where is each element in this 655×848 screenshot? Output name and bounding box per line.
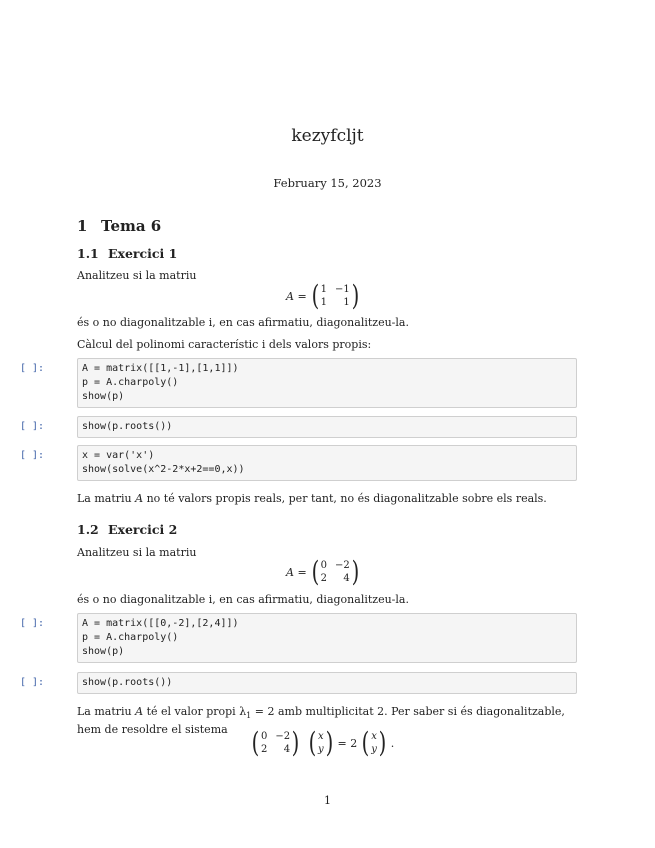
- vector-entry: x: [371, 731, 377, 742]
- right-paren: ): [325, 726, 333, 759]
- code-cell[interactable]: x = var('x') show(solve(x^2-2*x+2==0,x)): [77, 445, 577, 481]
- cell-prompt: [ ]:: [20, 450, 45, 461]
- code-cell[interactable]: show(p.roots()): [77, 672, 577, 694]
- matrix-entries: [321, 559, 350, 585]
- matrix-entry: 0: [320, 560, 327, 571]
- vector-entries: [318, 730, 324, 756]
- matrix-entry: −2: [275, 731, 291, 742]
- final-post: = 2 amb multiplicitat 2. Per saber si és diagonalitzable, hem de resoldre el sistema: [77, 705, 565, 737]
- matrix-equation: [286, 555, 364, 588]
- right-paren: ): [351, 555, 360, 588]
- code-cell[interactable]: A = matrix([[0,-2],[2,4]]) p = A.charpoly() show(p): [77, 613, 577, 663]
- final-pre: La matriu: [77, 705, 136, 718]
- matrix-lhs: A =: [286, 565, 307, 579]
- right-paren: ): [351, 279, 360, 312]
- matrix-entries: [321, 283, 350, 309]
- cell-prompt: [ ]:: [20, 363, 45, 374]
- matrix-entry: 1: [343, 297, 350, 308]
- left-paren: (: [251, 726, 260, 759]
- matrix-entry: −1: [334, 284, 350, 295]
- after-matrix-text: és o no diagonalitzable i, en cas afirmatiu, diagonalitzeu-la.: [77, 316, 409, 329]
- matrix-entries: [261, 730, 290, 756]
- intro-text: Analitzeu si la matriu: [77, 546, 197, 559]
- subsection-title: Exercici 2: [108, 522, 178, 537]
- system-matrix: [250, 726, 301, 759]
- final-sub: 1: [246, 711, 252, 721]
- subsection-title: Exercici 1: [108, 246, 178, 261]
- cell-prompt: [ ]:: [20, 677, 45, 688]
- conclusion-text: [77, 492, 579, 506]
- system-equation: [247, 726, 395, 759]
- cell-prompt: [ ]:: [20, 421, 45, 432]
- matrix-lhs: A =: [286, 289, 307, 303]
- left-paren: (: [311, 555, 319, 588]
- intro-text: Analitzeu si la matriu: [77, 269, 197, 282]
- subsection-number: 1.2: [77, 522, 99, 537]
- vector-entry: y: [371, 744, 377, 755]
- matrix-a: [310, 555, 361, 588]
- document-title: kezyfcljt: [291, 126, 364, 146]
- final-var: A: [135, 705, 144, 718]
- matrix-entry: 4: [343, 573, 350, 584]
- left-paren: (: [311, 279, 319, 312]
- subsection-heading-1: [77, 246, 177, 261]
- matrix-entry: 1: [320, 297, 327, 308]
- conclusion-var: A: [135, 492, 144, 505]
- matrix-entry: 2: [260, 744, 268, 755]
- matrix-entry: 4: [283, 744, 291, 755]
- vector-entry: y: [317, 744, 324, 755]
- code-cell[interactable]: A = matrix([[1,-1],[1,1]]) p = A.charpoly() show(p): [77, 358, 577, 408]
- system-vector-left: [307, 726, 335, 759]
- system-eq-scalar: = 2: [337, 736, 358, 750]
- vector-entries: [371, 730, 377, 756]
- cell-prompt: [ ]:: [20, 618, 45, 629]
- page-number: 1: [324, 794, 331, 807]
- vector-entry: x: [317, 731, 324, 742]
- code-cell[interactable]: show(p.roots()): [77, 416, 577, 438]
- system-vector-right: [360, 726, 388, 759]
- matrix-a: [310, 279, 361, 312]
- subsection-heading-2: [77, 522, 177, 537]
- section-heading: [77, 217, 161, 235]
- left-paren: (: [361, 726, 370, 759]
- matrix-equation: [286, 279, 364, 312]
- right-paren: ): [291, 726, 300, 759]
- document-date: February 15, 2023: [273, 176, 382, 190]
- left-paren: (: [308, 726, 317, 759]
- matrix-entry: 0: [260, 731, 268, 742]
- matrix-entry: −2: [334, 560, 350, 571]
- after-matrix-text: és o no diagonalitzable i, en cas afirmatiu, diagonalitzeu-la.: [77, 593, 409, 606]
- matrix-entry: 2: [320, 573, 327, 584]
- calc-text: Càlcul del polinomi característic i dels valors propis:: [77, 338, 372, 351]
- system-end: .: [390, 736, 395, 750]
- right-paren: ): [378, 726, 387, 759]
- conclusion-post: no té valors propis reals, per tant, no és diagonalitzable sobre els reals.: [143, 492, 547, 505]
- section-title: Tema 6: [101, 217, 162, 235]
- conclusion-pre: La matriu: [77, 492, 136, 505]
- subsection-number: 1.1: [77, 246, 99, 261]
- section-number: 1: [77, 217, 88, 235]
- final-mid: té el valor propi λ: [143, 705, 247, 718]
- matrix-entry: 1: [320, 284, 327, 295]
